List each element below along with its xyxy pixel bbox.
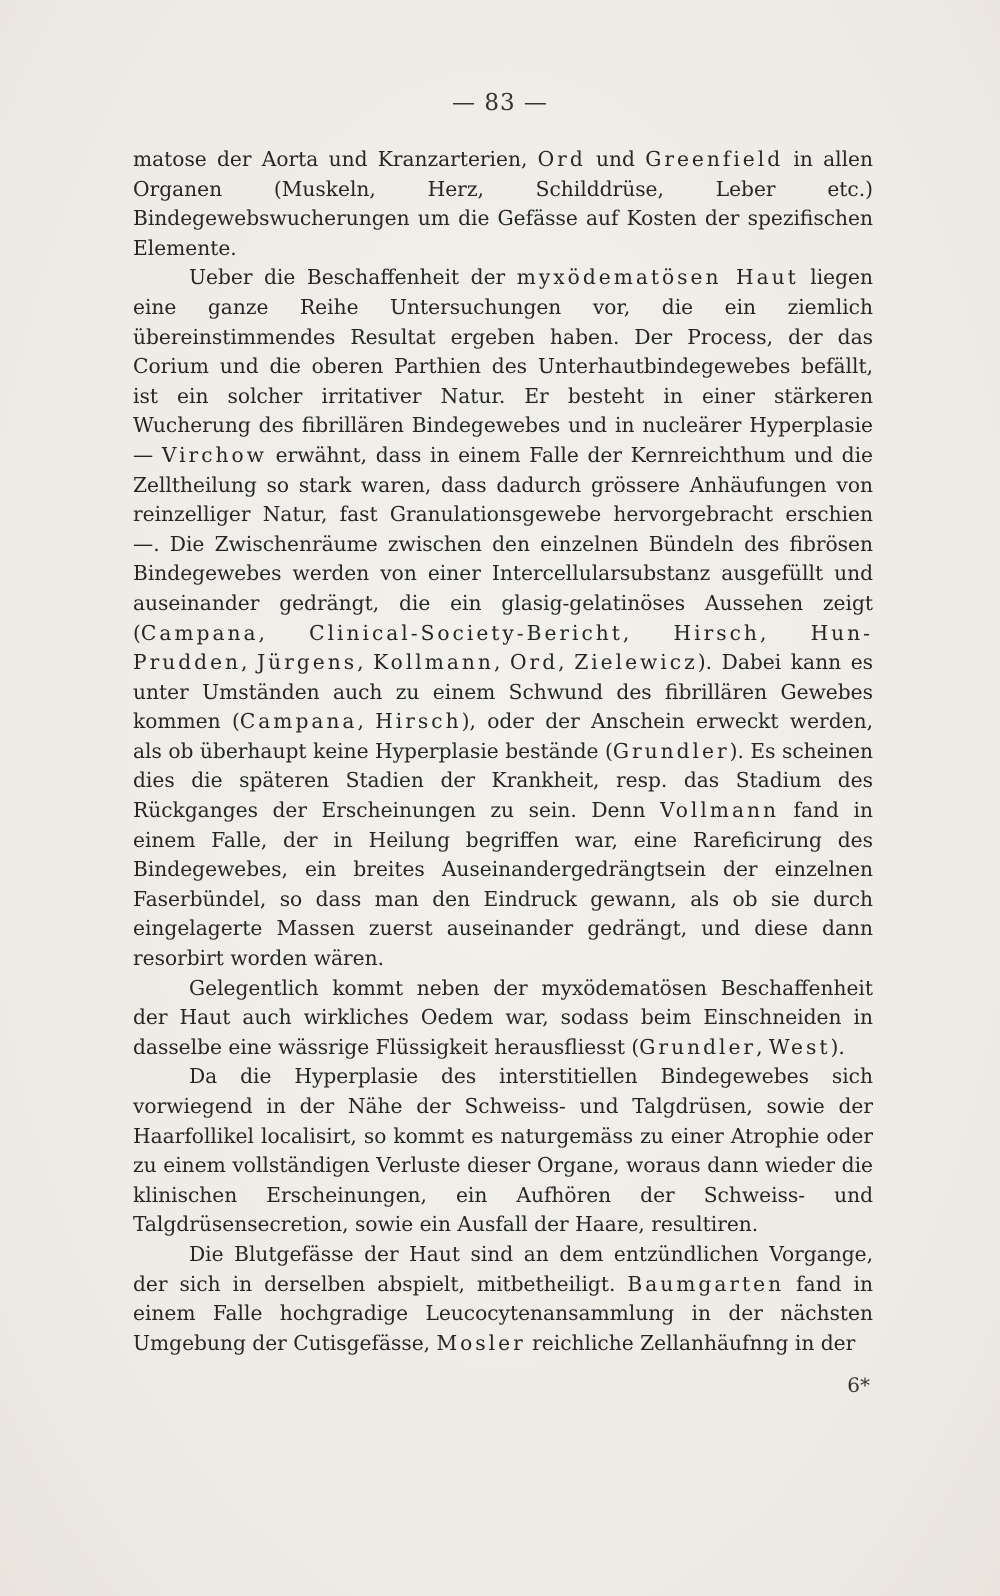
spaced-name: Kollmann — [373, 650, 494, 675]
spaced-name: Zielewicz — [574, 650, 698, 675]
body-text — [133, 145, 873, 1358]
spaced-name: Hirsch — [375, 709, 462, 734]
spaced-name: Campana — [239, 709, 358, 734]
spaced-name: West — [768, 1034, 831, 1059]
spaced-name: Grundler — [639, 1034, 757, 1059]
text-run: , — [258, 620, 310, 645]
text-run: , — [493, 650, 510, 675]
spaced-name: Virchow — [161, 442, 267, 467]
text-run: , — [622, 620, 674, 645]
text-run: erwähnt, dass in einem Falle der Kernreichthum und die Zelltheilung so stark waren, dass dadurch grössere Anhäufungen von reinzelliger Natur, fast Granulationsgewebe hervorgebracht erschien —. Die Zwischenräume zwischen den einzelnen Bündeln des fibrösen Bindegewebes werden von einer Intercellularsubstanz ausgefüllt und auseinander gedrängt, die ein glasig-gelatinöses Aussehen zeigt ( — [133, 442, 874, 645]
text-run: ). Es scheinen dies die späteren Stadien der Krankheit, resp. das Stadium des Rückganges der Erscheinungen zu sein. Denn — [133, 738, 873, 823]
spaced-name: Vollmann — [660, 798, 779, 823]
spaced-name: Hun-Prudden — [133, 620, 873, 675]
text-run: , — [357, 650, 374, 675]
page-number: — 83 — — [452, 90, 548, 116]
text-run: liegen eine ganze Reihe Untersuchungen vor, die ein ziemlich übereinstimmendes Resultat ergeben haben. Der Process, der das Corium und die oberen Parthien des Unterhautbindegewebes befällt, ist ein solcher irritativer Natur. Er besteht in einer stärkeren Wucherung des fibrillären Bindegewebes und in nucleärer Hyperplasie — — [133, 265, 873, 467]
spaced-name: Baumgarten — [627, 1271, 785, 1296]
text-run: , — [241, 650, 258, 675]
paragraph — [133, 263, 873, 973]
paragraph — [133, 1240, 873, 1358]
spaced-name: Grundler — [612, 738, 730, 763]
text-run: Da die Hyperplasie des interstitiellen Bindegewebes sich vorwiegend in der Nähe der Schweiss- und Talgdrüsen, sowie der Haarfollikel localisirt, so kommt es naturgemäss zu einer Atrophie oder zu einem vollständigen Verluste dieser Organe, woraus dann wieder die klinischen Erscheinungen, ein Aufhören der Schweiss- und Talgdrüsensecretion, sowie ein Ausfall der Haare, resultiren. — [133, 1064, 873, 1237]
text-run: , — [756, 1034, 769, 1059]
text-run: ), oder der Anschein erweckt werden, als ob überhaupt keine Hyperplasie bestände ( — [133, 709, 873, 763]
paragraph — [133, 145, 873, 263]
text-run: und — [585, 147, 646, 171]
paragraph — [133, 1062, 873, 1240]
text-run: in allen Organen (Muskeln, Herz, Schilddrüse, Leber etc.) Bindegewebswucherungen um die Gefässe auf Kosten der spezifischen Elemente. — [133, 147, 873, 260]
text-run: fand in einem Falle, der in Heilung begriffen war, eine Rareficirung des Bindegewebes, ein breites Auseinandergedrängtsein der einzelnen Faserbündel, so dass man den Eindruck gewann, als ob sie durch eingelagerte Massen zuerst auseinander gedrängt, und diese dann resorbirt worden wären. — [133, 798, 873, 971]
text-run: Gelegentlich kommt neben der myxödematösen Beschaffenheit der Haut auch wirkliches Oedem war, sodass beim Einschneiden in dasselbe eine wässrige Flüssigkeit herausfliesst ( — [133, 975, 873, 1059]
text-run: , — [759, 620, 811, 645]
spaced-name: Campana — [140, 620, 259, 645]
paragraph — [133, 974, 873, 1063]
spaced-name: Clinical-Society-Bericht — [309, 620, 623, 645]
spaced-name: Ord — [510, 650, 559, 675]
spaced-name: Greenfield — [645, 147, 784, 171]
text-run: ). — [830, 1034, 845, 1059]
text-run: , — [357, 709, 376, 734]
spaced-name: myxödematösen Haut — [516, 265, 799, 290]
text-run: reichliche Zellanhäufnng in der — [525, 1330, 856, 1355]
text-run: ). Dabei kann es unter Umständen auch zu einem Schwund des fibrillären Gewebes kommen ( — [133, 650, 874, 734]
text-run: Ueber die Beschaffenheit der — [189, 265, 517, 290]
text-run: Die Blutgefässe der Haut sind an dem entzündlichen Vorgange, der sich in derselben abspielt, mitbetheiligt. — [133, 1241, 873, 1296]
text-run: , — [558, 650, 575, 675]
spaced-name: Ord — [537, 147, 586, 171]
spaced-name: Jürgens — [257, 650, 358, 675]
spaced-name: Hirsch — [673, 620, 760, 645]
text-run: matose der Aorta und Kranzarterien, — [133, 147, 538, 171]
signature-mark: 6* — [847, 1373, 870, 1397]
spaced-name: Mosler — [436, 1330, 526, 1355]
text-run: fand in einem Falle hochgradige Leucocytenansammlung in der nächsten Umgebung der Cutisgefässe, — [133, 1271, 873, 1355]
